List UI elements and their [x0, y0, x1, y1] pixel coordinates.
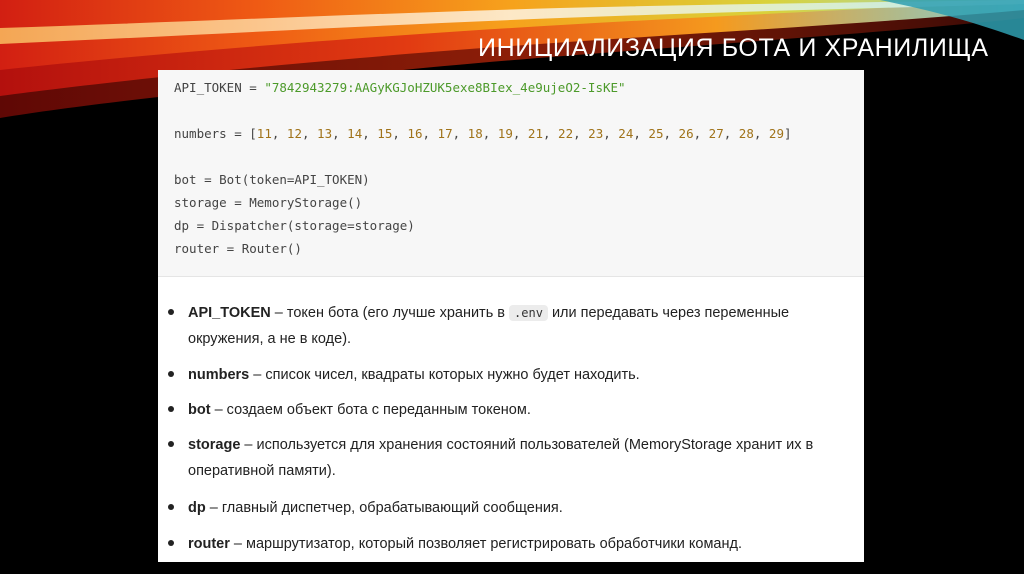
code-number: 15	[377, 126, 393, 141]
bullet-text: – создаем объект бота с переданным токеном.	[210, 402, 531, 418]
bullet-text: – список чисел, квадраты которых нужно будет находить.	[249, 367, 640, 383]
code-line-router: router = Router()	[174, 241, 302, 256]
bullet-dot	[168, 309, 174, 315]
bullet-term: bot	[188, 402, 211, 418]
code-number: 21	[527, 126, 543, 141]
content-panel	[158, 70, 864, 562]
code-comma: ,	[603, 126, 619, 141]
bullet-dot	[168, 371, 174, 377]
bullet-text: или передавать через переменные	[547, 305, 790, 321]
code-number: 14	[347, 126, 363, 141]
code-numbers-prefix: numbers = [	[174, 126, 257, 141]
bullet-numbers	[188, 362, 848, 388]
bullet-dot	[168, 441, 174, 447]
code-number: 18	[467, 126, 483, 141]
code-number: 27	[708, 126, 724, 141]
code-comma: ,	[633, 126, 649, 141]
bullet-term: numbers	[188, 367, 250, 383]
code-comma: ,	[271, 126, 287, 141]
code-comma: ,	[392, 126, 408, 141]
code-comma: ,	[332, 126, 348, 141]
code-comma: ,	[301, 126, 318, 141]
bullet-text: окружения, а не в коде).	[188, 331, 352, 347]
code-comma: ,	[663, 126, 679, 141]
slide-title: ИНИЦИАЛИЗАЦИЯ БОТА И ХРАНИЛИЩА	[478, 34, 989, 62]
bullet-text: – используется для хранения состояний пользователей (MemoryStorage хранит их в	[240, 437, 814, 453]
code-number: 25	[648, 126, 664, 141]
code-number: 24	[618, 126, 634, 141]
code-comma: ,	[512, 126, 528, 141]
bullet-bot	[188, 397, 848, 423]
bullet-term: API_TOKEN	[188, 305, 271, 321]
code-number: 13	[317, 126, 333, 141]
code-number: 12	[286, 126, 302, 141]
bullet-text: – главный диспетчер, обрабатывающий сообщения.	[205, 500, 563, 516]
code-number: 29	[768, 126, 784, 141]
code-comma: ,	[422, 126, 438, 141]
bullet-text: – токен бота (его лучше хранить в	[270, 305, 510, 321]
bullet-list	[158, 276, 864, 562]
code-api-token-prefix: API_TOKEN =	[174, 80, 265, 95]
bullet-api-token	[188, 300, 848, 352]
code-numbers-suffix: ]	[783, 126, 792, 141]
code-comma: ,	[573, 126, 589, 141]
bullet-dot	[168, 504, 174, 510]
code-comma: ,	[542, 126, 559, 141]
code-line-dp: dp = Dispatcher(storage=storage)	[174, 218, 415, 233]
inline-code-env: .env	[509, 305, 548, 321]
code-number: 22	[558, 126, 574, 141]
bullet-router	[188, 531, 848, 557]
code-comma: ,	[482, 126, 498, 141]
bullet-text: оперативной памяти).	[188, 463, 336, 479]
code-number: 11	[256, 126, 272, 141]
code-line-numbers	[174, 126, 792, 141]
code-number: 26	[678, 126, 694, 141]
code-comma: ,	[753, 126, 769, 141]
code-line-api-token	[174, 80, 626, 95]
code-comma: ,	[723, 126, 739, 141]
code-number: 28	[738, 126, 754, 141]
code-number: 16	[407, 126, 423, 141]
code-line-bot: bot = Bot(token=API_TOKEN)	[174, 172, 370, 187]
code-numbers-list	[257, 126, 784, 141]
code-number: 17	[437, 126, 453, 141]
code-comma: ,	[693, 126, 709, 141]
code-line-storage: storage = MemoryStorage()	[174, 195, 363, 210]
bullet-dot	[168, 540, 174, 546]
bullet-dp	[188, 495, 848, 521]
code-comma: ,	[452, 126, 468, 141]
code-api-token-string: "7842943279:AAGyKGJoHZUK5exe8BIex_4e9ujeO2-IsKE"	[264, 80, 626, 95]
bullet-term: router	[188, 536, 230, 552]
bullet-storage	[188, 432, 848, 484]
bullet-term: storage	[188, 437, 241, 453]
code-number: 19	[497, 126, 513, 141]
bullet-text: – маршрутизатор, который позволяет регистрировать обработчики команд.	[229, 536, 742, 552]
bullet-term: dp	[188, 500, 206, 516]
bullet-dot	[168, 406, 174, 412]
code-comma: ,	[362, 126, 378, 141]
code-block	[158, 70, 864, 277]
code-number: 23	[588, 126, 604, 141]
